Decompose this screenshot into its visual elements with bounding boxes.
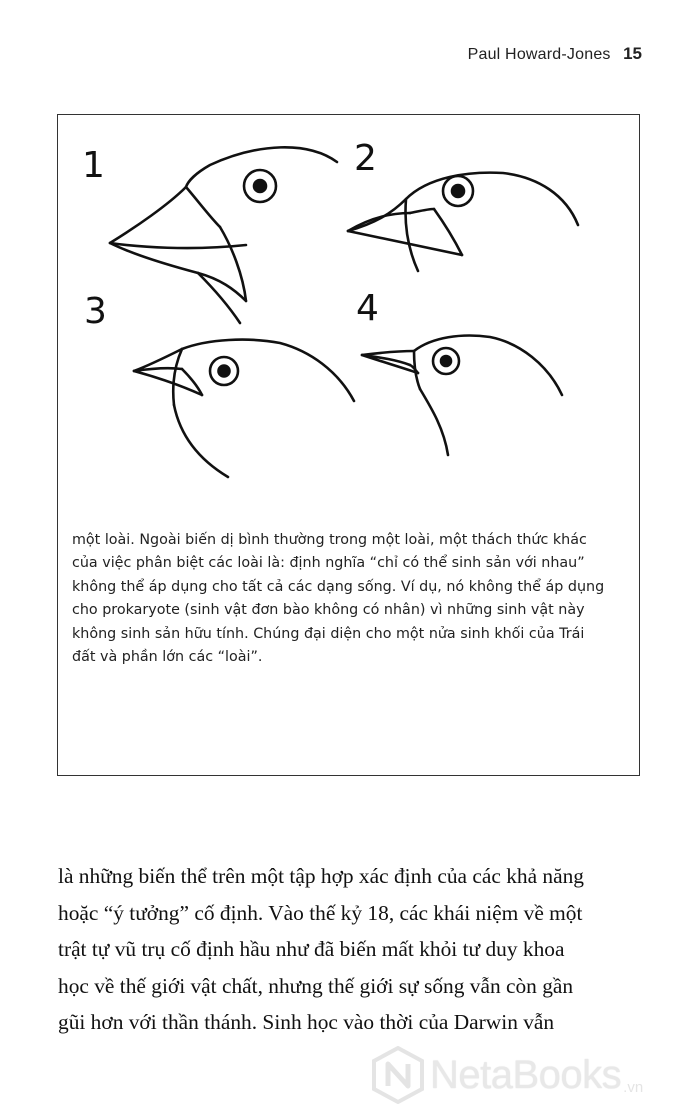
body-text-line: gũi hơn với thần thánh. Sinh học vào thời của Darwin vẫn xyxy=(58,1010,555,1035)
body-text-line: hoặc “ý tưởng” cố định. Vào thế kỷ 18, các khái niệm về một xyxy=(58,900,583,925)
body-text-line: trật tự vũ trụ cố định hầu như đã biến mất khỏi tư duy khoa xyxy=(58,937,565,962)
finch-head-3 xyxy=(134,340,354,477)
watermark-suffix: .vn xyxy=(623,1079,644,1096)
sidebar-text-line: một loài. Ngoài biến dị bình thường trong một loài, một thách thức khác xyxy=(72,532,587,548)
sidebar-text-line: không thể áp dụng cho tất cả các dạng sống. Ví dụ, nó không thể áp dụng xyxy=(72,578,605,595)
body-text-line: học về thế giới vật chất, nhưng thế giới sự sống vẫn còn gần xyxy=(58,973,574,998)
sidebar-text-line: cho prokaryote (sinh vật đơn bào không có nhân) vì những sinh vật này xyxy=(72,602,585,619)
body-paragraph xyxy=(58,858,658,1041)
netabooks-logo-icon xyxy=(372,1046,424,1104)
finch-label-3: 3 xyxy=(84,291,107,332)
body-text-line: là những biến thể trên một tập hợp xác định của các khả năng xyxy=(58,864,585,888)
sidebar-text-line: đất và phần lớn các “loài”. xyxy=(72,649,263,666)
watermark xyxy=(372,1046,643,1104)
finch-head-1 xyxy=(110,147,337,323)
sidebar-text xyxy=(72,529,630,669)
finch-beaks-illustration xyxy=(58,115,641,515)
finch-head-2 xyxy=(348,173,578,271)
running-header xyxy=(468,44,642,64)
finch-head-4 xyxy=(362,336,562,455)
page-number: 15 xyxy=(623,44,642,63)
sidebar-text-line: không sinh sản hữu tính. Chúng đại diện cho một nửa sinh khối của Trái xyxy=(72,625,585,642)
sidebar-box xyxy=(57,114,640,776)
header-author: Paul Howard-Jones xyxy=(467,46,611,63)
finch-label-4: 4 xyxy=(356,288,379,329)
finch-label-2: 2 xyxy=(354,138,377,179)
sidebar-text-line: của việc phân biệt các loài là: định nghĩa “chỉ có thể sinh sản với nhau” xyxy=(72,555,585,572)
finch-label-1: 1 xyxy=(82,145,105,186)
watermark-brand: NetaBooks xyxy=(430,1052,622,1097)
